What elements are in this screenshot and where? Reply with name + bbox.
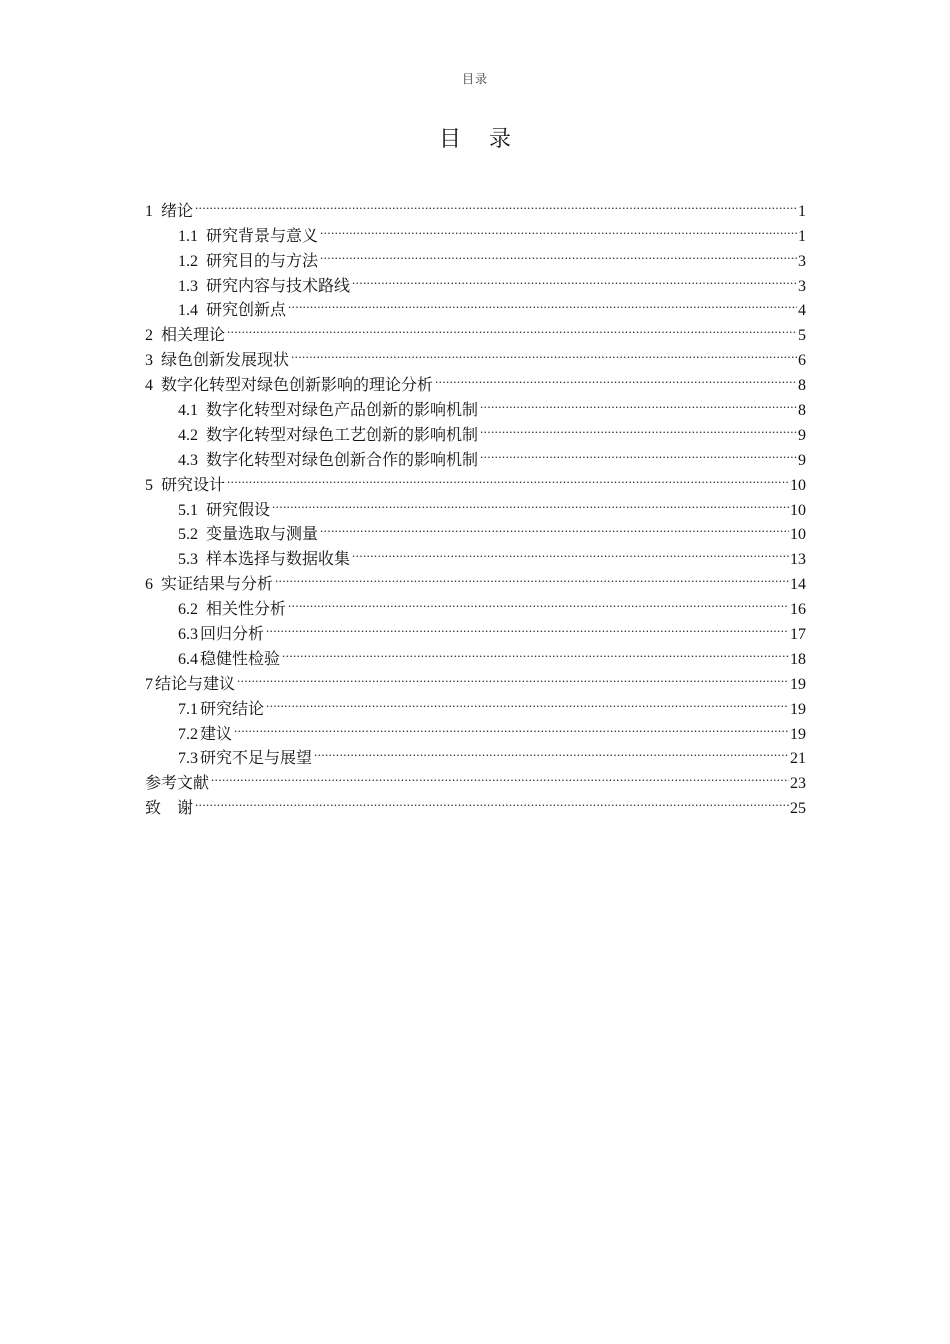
toc-entry-page: 8 — [798, 402, 806, 420]
toc-entry-page: 3 — [798, 277, 806, 295]
toc-entry-number: 4.3 — [178, 451, 198, 469]
dot-leader — [227, 315, 797, 340]
toc-entry-page: 10 — [790, 526, 806, 544]
dot-leader — [275, 564, 789, 589]
toc-entry-number: 1.2 — [178, 252, 198, 270]
toc-entry-title: 回归分析 — [200, 626, 265, 644]
toc-entry-title: 数字化转型对绿色工艺创新的影响机制 — [206, 426, 479, 444]
toc-entry-title: 建议 — [200, 725, 233, 743]
toc-entry-page: 14 — [790, 576, 806, 594]
dot-leader — [266, 689, 789, 714]
dot-leader — [291, 340, 797, 365]
dot-leader — [266, 614, 789, 639]
dot-leader — [227, 465, 789, 490]
toc-entry-page: 17 — [790, 626, 806, 644]
dot-leader — [435, 365, 797, 390]
toc-entry-page: 4 — [798, 302, 806, 320]
toc-entry-title: 实证结果与分析 — [161, 576, 274, 594]
toc-entry-page: 9 — [798, 451, 806, 469]
toc-entry-title: 数字化转型对绿色创新影响的理论分析 — [161, 377, 434, 395]
toc-entry-7-3[interactable] — [145, 739, 806, 768]
toc-entry-page: 1 — [798, 202, 806, 220]
toc-entry-title: 相关理论 — [161, 327, 226, 345]
toc-entry-references[interactable] — [145, 763, 806, 793]
toc-entry-page: 10 — [790, 476, 806, 494]
dot-leader — [480, 390, 797, 415]
toc-entry-page: 19 — [790, 700, 806, 718]
toc-entry-number: 1.1 — [178, 227, 198, 245]
dot-leader — [234, 714, 789, 739]
toc-entry-page: 3 — [798, 252, 806, 270]
dot-leader — [480, 440, 797, 465]
toc-entry-title: 参考文献 — [145, 775, 210, 793]
toc-entry-5[interactable] — [145, 465, 806, 494]
toc-entry-title: 研究内容与技术路线 — [206, 277, 351, 295]
toc-entry-acknowledgements[interactable] — [145, 788, 806, 818]
toc-entry-2[interactable] — [145, 315, 806, 345]
toc-entry-number: 7.2 — [178, 725, 198, 743]
toc-entry-number: 5.1 — [178, 501, 198, 519]
toc-entry-title: 致 谢 — [145, 800, 194, 818]
dot-leader — [195, 788, 789, 813]
toc-entry-title: 相关性分析 — [206, 601, 287, 619]
toc-entry-page: 10 — [790, 501, 806, 519]
toc-entry-number: 4.2 — [178, 426, 198, 444]
toc-entry-number: 5 — [145, 476, 153, 494]
toc-entry-7-1[interactable] — [145, 689, 806, 718]
toc-entry-title: 研究创新点 — [206, 302, 287, 320]
toc-entry-number: 6 — [145, 576, 153, 594]
toc-entry-number: 6.4 — [178, 650, 198, 668]
toc-entry-title: 研究背景与意义 — [206, 227, 319, 245]
toc-entry-title: 研究不足与展望 — [200, 750, 313, 768]
toc-entry-title: 数字化转型对绿色产品创新的影响机制 — [206, 402, 479, 420]
dot-leader — [282, 639, 789, 664]
toc-entry-number: 2 — [145, 327, 153, 345]
toc-entry-title: 变量选取与测量 — [206, 526, 319, 544]
toc-entry-number: 3 — [145, 352, 153, 370]
toc-entry-1-1[interactable] — [145, 216, 806, 245]
toc-entry-page: 23 — [790, 775, 806, 793]
dot-leader — [480, 415, 797, 440]
toc-entry-number: 7.1 — [178, 700, 198, 718]
toc-entry-number: 6.3 — [178, 626, 198, 644]
toc-entry-number: 7.3 — [178, 750, 198, 768]
dot-leader — [320, 241, 797, 266]
toc-entry-title: 绿色创新发展现状 — [161, 352, 290, 370]
toc-entry-number: 4 — [145, 377, 153, 395]
toc-entry-page: 25 — [790, 800, 806, 818]
toc-entry-5-1[interactable] — [145, 490, 806, 519]
dot-leader — [237, 664, 789, 689]
toc-entry-page: 13 — [790, 551, 806, 569]
toc-entry-title: 研究结论 — [200, 700, 265, 718]
toc-entry-title: 研究目的与方法 — [206, 252, 319, 270]
dot-leader — [320, 515, 789, 540]
toc-entry-title: 样本选择与数据收集 — [206, 551, 351, 569]
toc-entry-page: 18 — [790, 650, 806, 668]
toc-entry-page: 19 — [790, 725, 806, 743]
dot-leader — [195, 191, 797, 216]
toc-entry-title: 数字化转型对绿色创新合作的影响机制 — [206, 451, 479, 469]
toc-entry-7[interactable] — [145, 664, 806, 693]
toc-entry-number: 1.4 — [178, 302, 198, 320]
toc-entry-page: 8 — [798, 377, 806, 395]
toc-entry-7-2[interactable] — [145, 714, 806, 743]
toc-entry-title: 研究设计 — [161, 476, 226, 494]
toc-entry-number: 5.3 — [178, 551, 198, 569]
toc-entry-title: 绪论 — [161, 202, 194, 220]
dot-leader — [314, 739, 789, 764]
toc-entry-page: 16 — [790, 601, 806, 619]
dot-leader — [320, 216, 797, 241]
toc-entry-page: 6 — [798, 352, 806, 370]
page-title-part-1: 目 — [438, 126, 461, 151]
dot-leader — [352, 539, 789, 564]
table-of-contents — [145, 191, 806, 818]
toc-entry-page: 21 — [790, 750, 806, 768]
toc-entry-title: 研究假设 — [206, 501, 271, 519]
toc-entry-page: 5 — [798, 327, 806, 345]
toc-entry-page: 9 — [798, 426, 806, 444]
toc-entry-number: 1.3 — [178, 277, 198, 295]
toc-entry-page: 1 — [798, 227, 806, 245]
dot-leader — [272, 490, 789, 515]
toc-entry-page: 19 — [790, 675, 806, 693]
toc-entry-1[interactable] — [145, 191, 806, 220]
dot-leader — [288, 589, 789, 614]
toc-entry-number: 5.2 — [178, 526, 198, 544]
toc-entry-number: 6.2 — [178, 601, 198, 619]
toc-entry-3[interactable] — [145, 340, 806, 370]
toc-entry-number: 7 — [145, 675, 153, 693]
page-title — [0, 122, 950, 153]
running-header: 目录 — [461, 72, 488, 86]
dot-leader — [288, 291, 797, 316]
toc-entry-title: 稳健性检验 — [200, 650, 281, 668]
toc-entry-number: 4.1 — [178, 402, 198, 420]
page-title-part-2: 录 — [489, 126, 512, 151]
dot-leader — [211, 763, 789, 788]
toc-entry-title: 结论与建议 — [155, 675, 236, 693]
toc-entry-number: 1 — [145, 202, 153, 220]
dot-leader — [352, 266, 797, 291]
